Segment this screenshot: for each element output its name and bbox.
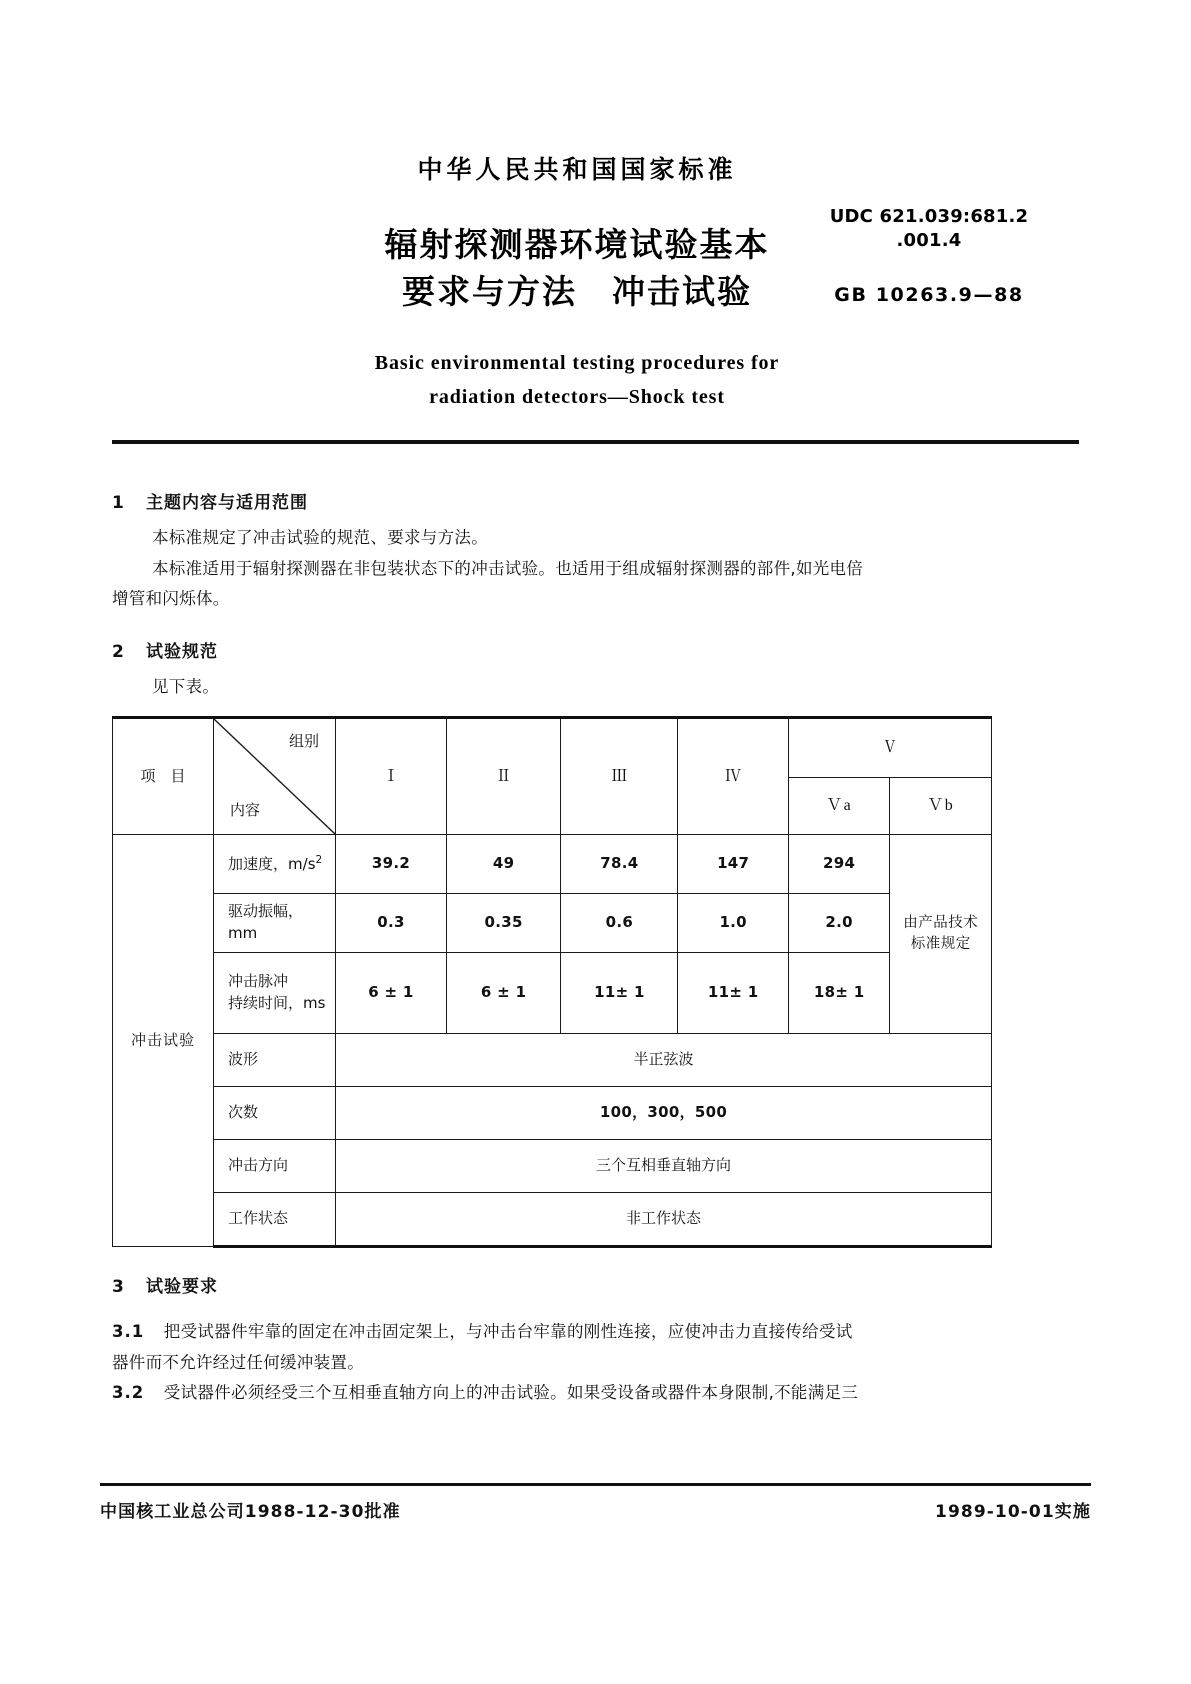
header-group-4: Ⅳ (678, 718, 788, 835)
header-group-label: 组别 (289, 732, 320, 750)
title-zh-line2: 要求与方法 冲击试验 (402, 271, 752, 311)
document-body (112, 488, 1079, 705)
section-3-2-text: 受试器件必须经受三个互相垂直轴方向上的冲击试验。如果受设备或器件本身限制,不能满足三 (163, 1383, 859, 1403)
page-footer (100, 1497, 1091, 1522)
cell-count-value: 100，300，500 (336, 1087, 992, 1140)
nation-standard-line: 中华人民共和国国家标准 (417, 155, 737, 184)
section-3-heading (112, 1272, 1079, 1297)
table-row (113, 1193, 992, 1247)
cell-pulse-1: 6 ± 1 (336, 953, 447, 1034)
section-1-paragraph-2: 本标准适用于辐射探测器在非包装状态下的冲击试验。也适用于组成辐射探测器的部件,如光电倍 (152, 558, 864, 578)
header-group-vb: Ｖb (890, 778, 992, 835)
standard-codes (779, 205, 1079, 306)
section-1-number: 1 (112, 493, 125, 513)
row-label-count: 次数 (214, 1087, 336, 1140)
header-group-3: Ⅲ (561, 718, 678, 835)
section-2-paragraph-1: 见下表。 (152, 677, 220, 697)
cell-amp-3: 0.6 (561, 894, 678, 953)
header-item-col (113, 718, 214, 835)
section-1-heading (112, 488, 1079, 513)
header-group-5: Ⅴ (788, 718, 991, 778)
cell-direction-value: 三个互相垂直轴方向 (336, 1140, 992, 1193)
section-2-number: 2 (112, 642, 125, 663)
cell-amp-4: 1.0 (678, 894, 788, 953)
udc-line2: .001.4 (896, 230, 962, 252)
cell-pulse-5: 18± 1 (788, 953, 890, 1034)
row-side-label: 冲击试验 (113, 835, 214, 1247)
header-corner-cell (214, 718, 336, 835)
cell-amp-1: 0.3 (336, 894, 447, 953)
cover-header (112, 150, 1079, 414)
section-2-title: 试验规范 (146, 642, 218, 663)
header-divider-rule (112, 440, 1079, 444)
row-label-superscript: 2 (315, 853, 323, 866)
cell-amp-2: 0.35 (446, 894, 560, 953)
title-english (197, 346, 957, 414)
cell-vb-note (890, 835, 992, 1034)
row-label-acceleration (214, 835, 336, 894)
spec-table (112, 716, 992, 1248)
section-1-paragraph-1: 本标准规定了冲击试验的规范、要求与方法。 (152, 528, 488, 547)
cell-accel-2: 49 (446, 835, 560, 894)
header-content-label: 内容 (230, 801, 261, 820)
row-label-pulse-duration (214, 953, 336, 1034)
cell-pulse-3: 11± 1 (561, 953, 678, 1034)
spacer (112, 617, 1079, 637)
header-item-label: 项 目 (140, 766, 186, 785)
udc-code (779, 205, 1079, 254)
section-3-1-number: 3.1 (112, 1322, 145, 1341)
cell-pulse-2: 6 ± 1 (446, 953, 560, 1034)
table-row (113, 1140, 992, 1193)
cell-pulse-4: 11± 1 (678, 953, 788, 1034)
row-label-line1: 冲击脉冲 (228, 972, 289, 991)
section-3-2-number: 3.2 (112, 1383, 145, 1403)
cell-waveform-value: 半正弦波 (336, 1034, 992, 1087)
table-row (113, 1034, 992, 1087)
cell-amp-5: 2.0 (788, 894, 890, 953)
section-3-1-text: 把受试器件牢靠的固定在冲击固定架上，与冲击台牢靠的刚性连接，应使冲击力直接传给受试 (163, 1322, 853, 1341)
section-1-title: 主题内容与适用范围 (146, 493, 308, 513)
row-label-text: 加速度，m/s (228, 854, 316, 873)
cell-operating-state-value: 非工作状态 (336, 1193, 992, 1247)
header-group-2: Ⅱ (446, 718, 560, 835)
row-label-waveform: 波形 (214, 1034, 336, 1087)
document-body-lower (112, 1272, 1079, 1411)
spec-table-wrapper (112, 716, 992, 1248)
standard-number: GB 10263.9—88 (834, 283, 1024, 306)
section-3-number: 3 (112, 1277, 125, 1297)
section-2-heading (112, 637, 1079, 662)
section-3-title: 试验要求 (146, 1277, 218, 1297)
header-group-va: Ｖa (788, 778, 890, 835)
table-row (113, 835, 992, 894)
table-row (113, 953, 992, 1034)
cell-accel-3: 78.4 (561, 835, 678, 894)
footer-approval: 中国核工业总公司1988-12-30批准 (100, 1502, 401, 1522)
vb-note-line1: 由产品技术 (903, 914, 979, 931)
cell-accel-1: 39.2 (336, 835, 447, 894)
row-label-direction: 冲击方向 (214, 1140, 336, 1193)
vb-note-line2: 标准规定 (910, 936, 971, 952)
header-group-1: Ⅰ (336, 718, 447, 835)
table-header-row-1 (113, 718, 992, 778)
row-label-line2: 持续时间，ms (228, 994, 326, 1012)
section-3-1-paragraph-cont: 器件而不允许经过任何缓冲装置。 (112, 1352, 364, 1372)
title-en-line2: radiation detectors—Shock test (429, 385, 725, 408)
cell-accel-4: 147 (678, 835, 788, 894)
footer-divider-rule (100, 1483, 1091, 1486)
udc-line1: UDC 621.039:681.2 (829, 206, 1029, 227)
section-3-1-paragraph (112, 1319, 1079, 1346)
section-3-2-paragraph (112, 1380, 1079, 1407)
title-zh-line1: 辐射探测器环境试验基本 (384, 225, 770, 264)
row-label-amplitude: 驱动振幅，mm (214, 894, 336, 953)
section-1-paragraph-2-cont: 增管和闪烁体。 (112, 589, 230, 609)
table-row (113, 894, 992, 953)
cell-accel-5: 294 (788, 835, 890, 894)
footer-effective-date: 1989-10-01实施 (935, 1502, 1091, 1522)
row-label-operating-state: 工作状态 (214, 1193, 336, 1247)
spacer (112, 1309, 1079, 1319)
title-en-line1: Basic environmental testing procedures for (374, 351, 780, 374)
table-row (113, 1087, 992, 1140)
